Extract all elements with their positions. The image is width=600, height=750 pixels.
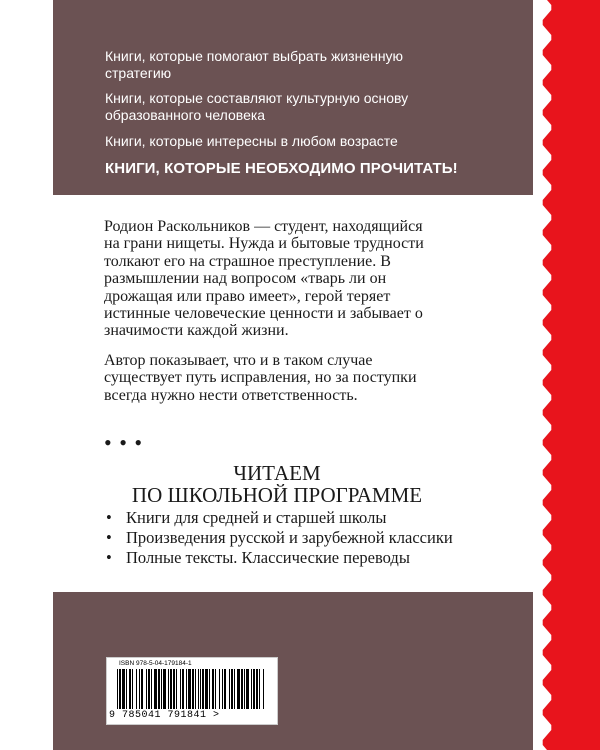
barcode-bar	[170, 669, 172, 709]
barcode-bar	[146, 669, 147, 709]
barcode-bar	[198, 669, 199, 709]
barcode-bar	[173, 669, 175, 709]
barcode-digits: 9 785041 791841 >	[109, 710, 220, 721]
barcode-bar	[126, 669, 127, 709]
series-bullet: • Книги для средней и старшей школы	[112, 508, 453, 528]
barcode-bar	[168, 669, 169, 709]
barcode-bar	[129, 669, 131, 709]
barcode-bar	[246, 669, 249, 709]
barcode-bars	[111, 669, 271, 709]
barcode-bar	[259, 669, 260, 709]
barcode-bar	[241, 669, 243, 709]
barcode-bar	[222, 669, 223, 709]
barcode-bar	[256, 669, 258, 709]
barcode-bar	[136, 669, 137, 709]
barcode-bar	[151, 669, 152, 709]
barcode-bar	[158, 669, 160, 709]
barcode-bar	[202, 669, 204, 709]
barcode-bar	[195, 669, 196, 709]
barcode-bar	[154, 669, 157, 709]
annotation-paragraph-2: Автор показывает, что и в таком случае существует путь исправления, но за поступки всегда нужно нести ответственность.	[104, 352, 417, 404]
barcode-bar	[251, 669, 252, 709]
series-bullet: • Полные тексты. Классические переводы	[112, 548, 453, 568]
barcode-bar	[253, 669, 255, 709]
red-edge-shape	[543, 0, 600, 750]
barcode-bar	[192, 669, 194, 709]
barcode-bar	[188, 669, 191, 709]
barcode-bar	[186, 669, 187, 709]
barcode-bar	[119, 669, 121, 709]
series-bullet: • Произведения русской и зарубежной классики	[112, 528, 453, 548]
barcode-bar	[117, 669, 118, 709]
barcode-bar	[224, 669, 226, 709]
top-band	[53, 0, 533, 195]
headline: КНИГИ, КОТОРЫЕ НЕОБХОДИМО ПРОЧИТАТЬ!	[105, 160, 458, 177]
barcode-bar	[263, 669, 264, 709]
tagline-2: Книги, которые составляют культурную основу образованного человека	[105, 90, 409, 123]
barcode-bar	[209, 669, 210, 709]
barcode-bar	[132, 669, 133, 709]
barcode-bar	[182, 669, 184, 709]
tagline-1: Книги, которые помогают выбрать жизненную стратегию	[105, 48, 404, 81]
barcode-bar	[122, 669, 125, 709]
barcode-bar	[200, 669, 201, 709]
barcode-bar	[161, 669, 162, 709]
annotation-paragraph-1: Родион Раскольников — студент, находящийся на грани нищеты. Нужда и бытовые трудности толкают его на страшное преступление. В размышлении над вопросом «тварь ли он дрожащая или право имеет», герой теряет истинные человеческие ценности и забывает о значимости каждой жизни.	[104, 218, 424, 340]
red-edge-decoration	[525, 0, 600, 750]
series-title-line-2: ПО ШКОЛЬНОЙ ПРОГРАММЕ	[131, 483, 423, 507]
barcode-bar	[180, 669, 181, 709]
barcode-bar	[139, 669, 140, 709]
barcode-bar	[205, 669, 208, 709]
barcode	[106, 657, 278, 725]
barcode-bar	[215, 669, 216, 709]
barcode-bar	[219, 669, 220, 709]
barcode-bar	[163, 669, 166, 709]
tagline-3: Книги, которые интересны в любом возрасте	[105, 133, 398, 149]
isbn-label: ISBN 978-5-04-179184-1	[119, 660, 192, 667]
barcode-bar	[244, 669, 245, 709]
series-bullet-list	[112, 508, 453, 568]
barcode-bar	[176, 669, 177, 709]
barcode-bar	[229, 669, 230, 709]
barcode-bar	[212, 669, 214, 709]
barcode-bar	[148, 669, 150, 709]
series-title-line-1: ЧИТАЕМ	[233, 461, 321, 485]
divider-dots: • • •	[104, 430, 144, 455]
barcode-bar	[234, 669, 235, 709]
barcode-bar	[141, 669, 143, 709]
series-title	[104, 462, 450, 506]
barcode-bar	[231, 669, 233, 709]
barcode-bar	[237, 669, 240, 709]
